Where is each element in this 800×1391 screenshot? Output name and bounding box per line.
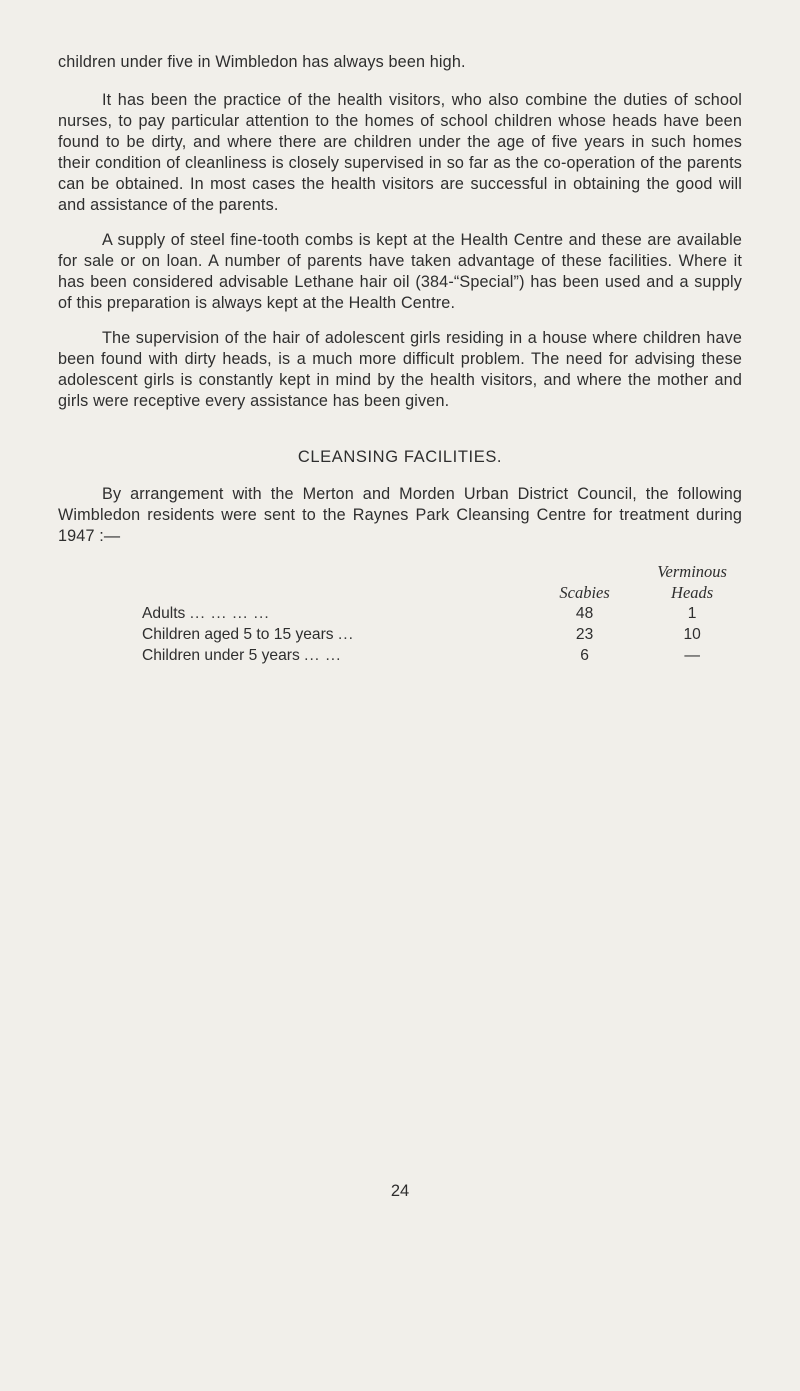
row-label: Children under 5 years (142, 647, 300, 664)
paragraph-adolescent-girls: The supervision of the hair of adolescent girls residing in a house where children have been found with dirty heads, is a much more difficult problem. The need for advising these adolescent girls is constantly kept in mind by the health visitors, and where the mother and girls were receptive every assistance has been given. (58, 329, 742, 410)
paragraph-health-visitors: It has been the practice of the health visitors, who also combine the duties of school nurses, to pay particular attention to the homes of school children whose heads have been found to be dirty, and where there are children under the age of five years in such homes their condition of cleanliness is closely supervised in so far as the co-operation of the parents can be obtained. In most cases the health visitors are successful in obtaining the good will and assistance of the parents. (58, 91, 742, 214)
paragraph-combs-supply: A supply of steel fine-tooth combs is kept at the Health Centre and these are available for sale or on loan. A number of parents have taken advantage of these facilities. Where it has been considered advisable Lethane hair oil (384-“Special”) has been used and a supply of this preparation is always kept at the Health Centre. (58, 231, 742, 312)
row-label: Children aged 5 to 15 years (142, 626, 334, 643)
table-header-row (142, 561, 742, 603)
table-cell-scabies: 6 (580, 647, 589, 664)
table-cell-verminous: — (684, 647, 700, 664)
table-row (142, 645, 742, 666)
table-cell-scabies: 48 (575, 605, 594, 622)
cleansing-table (142, 561, 742, 666)
row-label: Adults (142, 605, 186, 622)
table-header-empty (142, 561, 527, 603)
table-header-verminous-line1: Verminous (657, 562, 727, 581)
table-cell-verminous: 10 (683, 626, 701, 643)
table-cell-label (142, 645, 527, 666)
table-cell-label (142, 624, 527, 645)
section-heading: CLEANSING FACILITIES. (297, 448, 503, 466)
table-header-verminous-heads (642, 561, 742, 603)
table-cell-scabies: 23 (575, 626, 594, 643)
table-header-verminous-line2: Heads (671, 583, 714, 602)
table-cell-verminous: 1 (687, 605, 697, 622)
table-header-scabies: Scabies (559, 583, 610, 602)
table-row (142, 624, 742, 645)
table-cell-label (142, 603, 527, 624)
table-row (142, 603, 742, 624)
leader-dots: ... ... (304, 647, 342, 664)
leader-dots: ... (337, 626, 354, 643)
page-number: 24 (390, 1182, 410, 1200)
leader-dots: ... ... ... ... (189, 605, 270, 622)
document-page (58, 52, 742, 666)
paragraph-continuation: children under five in Wimbledon has always been high. (58, 53, 466, 71)
paragraph-cleansing-intro: By arrangement with the Merton and Morden Urban District Council, the following Wimbledon residents were sent to the Raynes Park Cleansing Centre for treatment during 1947 :— (58, 485, 742, 545)
